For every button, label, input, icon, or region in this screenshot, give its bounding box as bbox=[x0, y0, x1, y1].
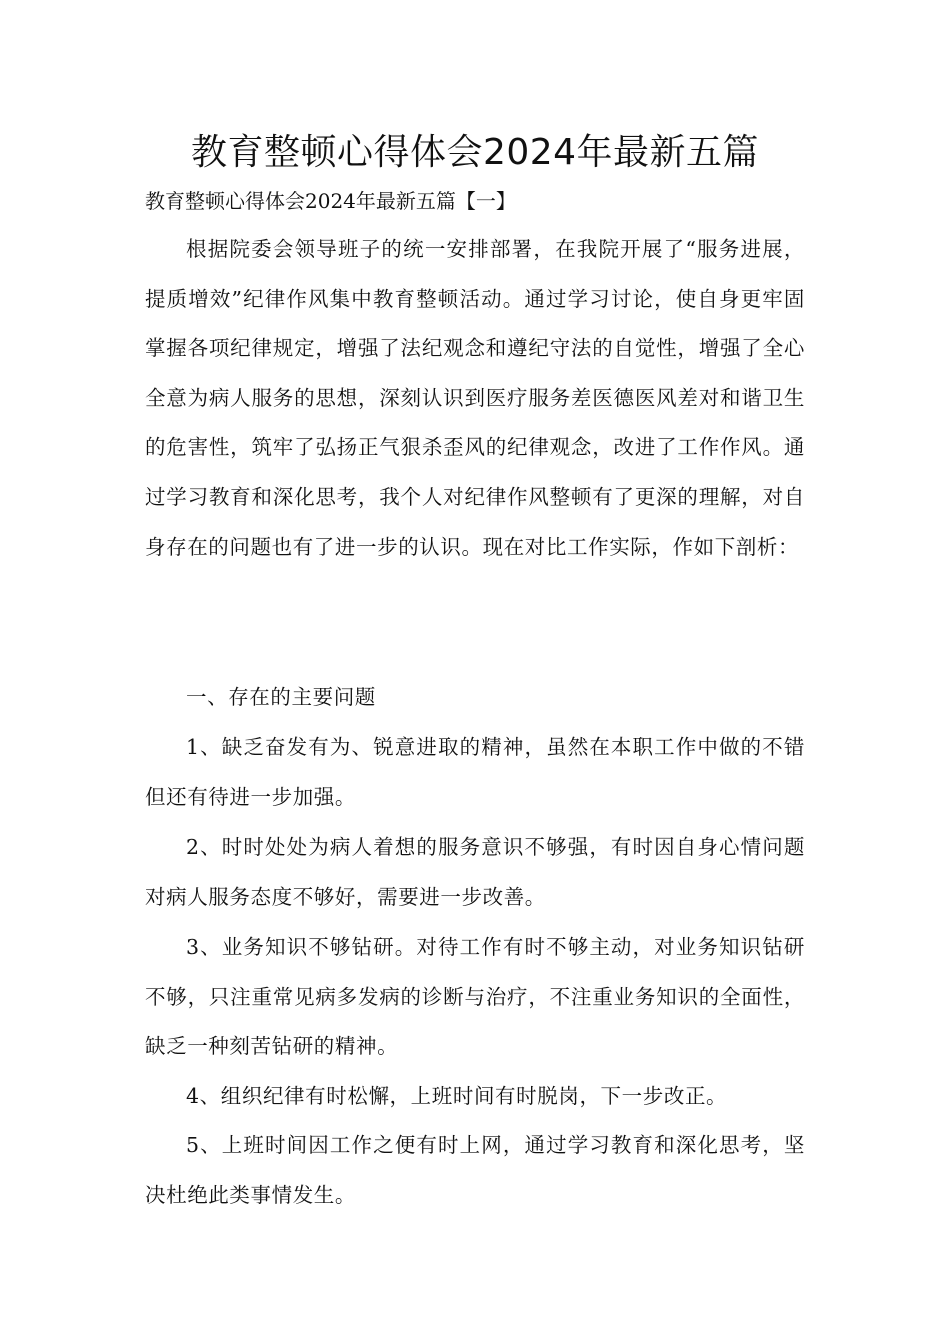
problem-item-2: 2、时时处处为病人着想的服务意识不够强，有时因自身心情问题对病人服务态度不够好，需要进一步改善。 bbox=[145, 835, 805, 909]
document-subtitle: 教育整顿心得体会2024年最新五篇【一】 bbox=[145, 189, 516, 213]
problem-item-1: 1、缺乏奋发有为、锐意进取的精神，虽然在本职工作中做的不错但还有待进一步加强。 bbox=[145, 735, 805, 809]
section-heading: 一、存在的主要问题 bbox=[186, 685, 376, 709]
problem-item-4: 4、组织纪律有时松懈，上班时间有时脱岗，下一步改正。 bbox=[186, 1084, 728, 1108]
document-title: 教育整顿心得体会2024年最新五篇 bbox=[190, 132, 760, 173]
problem-item-3: 3、业务知识不够钻研。对待工作有时不够主动，对业务知识钻研不够，只注重常见病多发病的诊断与治疗，不注重业务知识的全面性，缺乏一种刻苦钻研的精神。 bbox=[145, 935, 805, 1059]
problem-item-5: 5、上班时间因工作之便有时上网，通过学习教育和深化思考，坚决杜绝此类事情发生。 bbox=[145, 1133, 805, 1207]
intro-paragraph: 根据院委会领导班子的统一安排部署，在我院开展了“服务进展，提质增效”纪律作风集中教育整顿活动。通过学习讨论，使自身更牢固掌握各项纪律规定，增强了法纪观念和遵纪守法的自觉性，增强了全心全意为病人服务的思想，深刻认识到医疗服务差医德医风差对和谐卫生的危害性，筑牢了弘扬正气狠杀歪风的纪律观念，改进了工作作风。通过学习教育和深化思考，我个人对纪律作风整顿有了更深的理解，对自身存在的问题也有了进一步的认识。现在对比工作实际，作如下剖析： bbox=[145, 237, 805, 559]
